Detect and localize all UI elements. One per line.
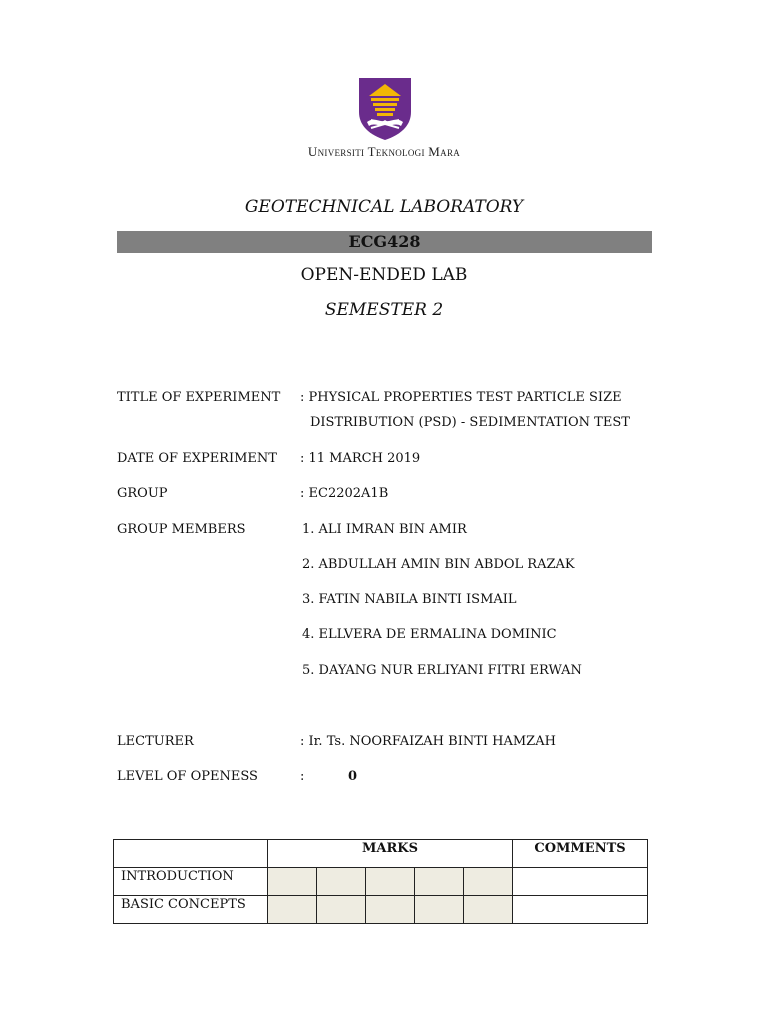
openess-label: LEVEL OF OPENESS [117,769,258,784]
title-value-line-2: DISTRIBUTION (PSD) - SEDIMENTATION TEST [310,415,630,430]
table-row [114,896,648,924]
group-label: GROUP [117,486,168,501]
mark-cell[interactable] [317,896,366,924]
mark-cell[interactable] [464,896,513,924]
title-label: TITLE OF EXPERIMENT [117,390,281,405]
row-label: INTRODUCTION [114,868,268,896]
university-name: Universiti Teknologi Mara [307,144,461,159]
mark-cell[interactable] [366,868,415,896]
title-value-line-1: : PHYSICAL PROPERTIES TEST PARTICLE SIZE [300,390,622,405]
lab-title: GEOTECHNICAL LABORATORY [244,197,524,217]
mark-cell[interactable] [366,896,415,924]
openess-colon: : [300,769,305,784]
mark-cell[interactable] [317,868,366,896]
course-code: ECG428 [348,232,421,251]
blank-header-cell [114,840,268,868]
date-label: DATE OF EXPERIMENT [117,451,277,466]
lecturer-label: LECTURER [117,734,194,749]
semester: SEMESTER 2 [324,300,444,320]
member-item: 4. ELLVERA DE ERMALINA DOMINIC [302,627,557,642]
marks-table [113,839,648,924]
member-item: 1. ALI IMRAN BIN AMIR [302,522,467,537]
members-label: GROUP MEMBERS [117,522,246,537]
member-item: 2. ABDULLAH AMIN BIN ABDOL RAZAK [302,557,575,572]
row-label: BASIC CONCEPTS [114,896,268,924]
member-item: 5. DAYANG NUR ERLIYANI FITRI ERWAN [302,663,582,678]
mark-cell[interactable] [415,896,464,924]
table-header-row [114,840,648,868]
mark-cell[interactable] [415,868,464,896]
table-row [114,868,648,896]
comments-header: COMMENTS [513,840,648,868]
marks-header: MARKS [268,840,513,868]
comment-cell[interactable] [513,896,648,924]
member-item: 3. FATIN NABILA BINTI ISMAIL [302,592,517,607]
comment-cell[interactable] [513,868,648,896]
lab-type: OPEN-ENDED LAB [300,265,468,285]
date-value: : 11 MARCH 2019 [300,451,421,466]
group-value: : EC2202A1B [300,486,389,501]
mark-cell[interactable] [268,896,317,924]
university-crest-logo [357,76,413,142]
course-code-bar [117,231,652,253]
mark-cell[interactable] [464,868,513,896]
mark-cell[interactable] [268,868,317,896]
lecturer-value: : Ir. Ts. NOORFAIZAH BINTI HAMZAH [300,734,556,749]
openess-value: 0 [348,769,358,784]
